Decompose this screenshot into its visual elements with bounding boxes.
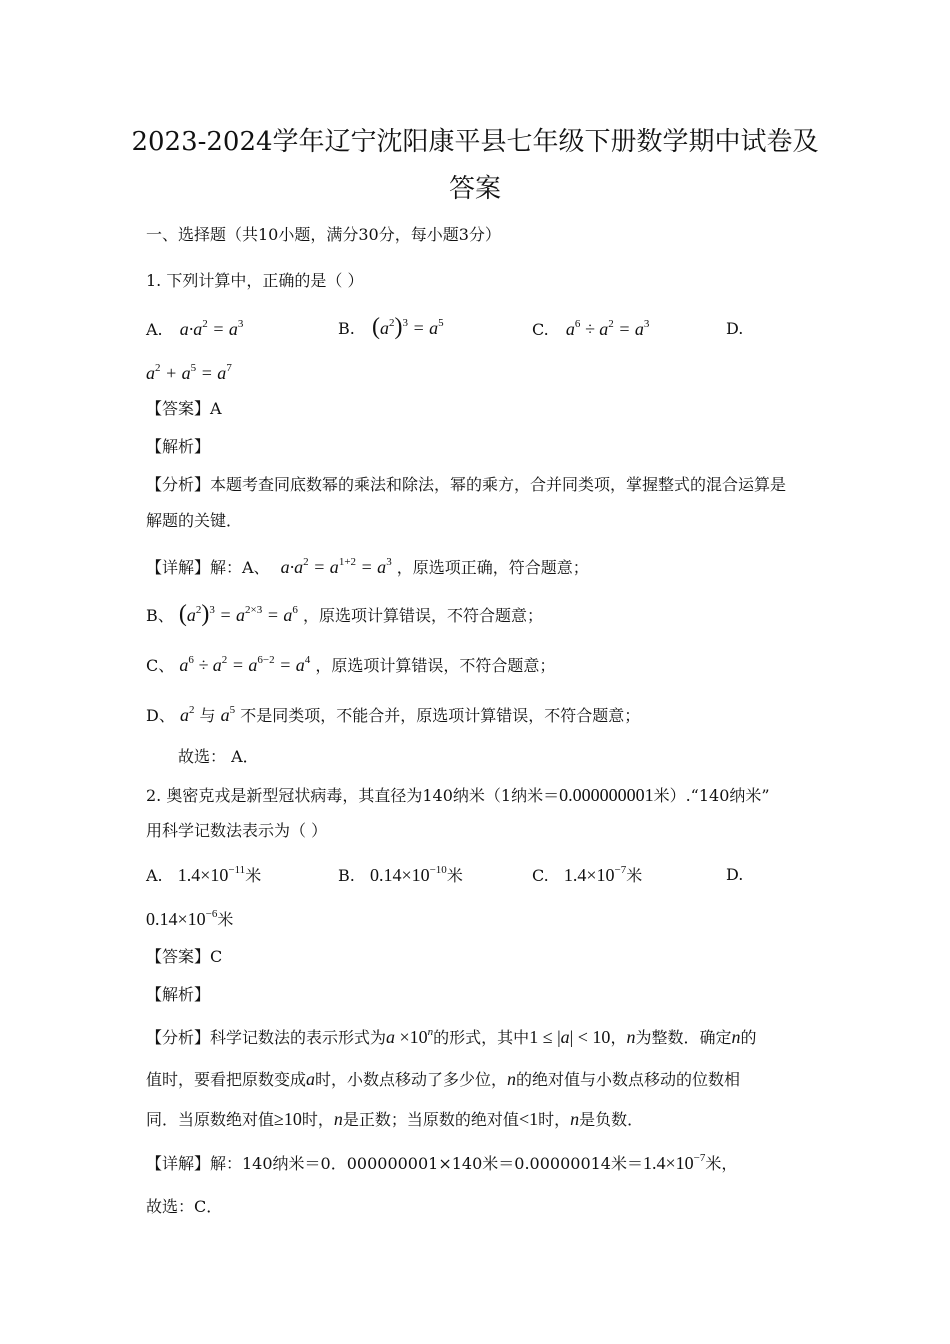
unit: 米 [446,866,463,885]
q1-option-d [146,362,232,385]
text: C、 [146,656,175,675]
text: 2. 奥密克戎是新型冠状病毒，其直径为140纳米（1纳米＝ [146,786,560,805]
formula: <1 [518,1109,539,1129]
text: B、 [146,606,174,625]
q2-answer: 【答案】C [146,947,223,966]
text: ，原选项计算错误，不符合题意； [302,606,543,625]
unit: 米 [626,866,643,885]
q1-choose: 故选： A． [178,747,259,766]
formula: ≥10 [274,1109,302,1129]
unit: 米 [217,910,234,929]
q2-option-c [532,864,642,887]
text: 【详解】解：A、 [146,558,270,577]
text: 米， [705,1154,738,1173]
var-a: a [306,1069,316,1089]
option-label: B. [338,866,355,885]
q1-option-c [532,318,649,341]
q1-xiangjie-b [146,603,543,627]
page-title-line1: 2023-2024学年辽宁沈阳康平县七年级下册数学期中试卷及 [131,127,819,157]
formula: $0.14\times 10^{-10}$ [369,864,447,885]
option-label: A. [146,866,163,885]
formula: a [386,1027,396,1047]
section-heading: 一、选择题（共10小题，满分30分，每小题3分） [146,225,501,244]
q2-option-a [146,864,261,887]
formula: $1.4\times 10^{-7}$ [643,1152,706,1173]
formula: $(a^2)^3 = a^{2\times 3} = a^6$ [178,601,298,627]
q2-fenxi-line1 [146,1026,756,1049]
var-n: n [570,1109,580,1129]
formula: 1 ≤ |a| < 10 [529,1027,611,1047]
q1-answer: 【答案】A [146,399,222,418]
text: 值时，要看把原数变成 [146,1070,307,1089]
q2-stem-line1 [146,784,770,807]
formula: $a^2 + a^5 = a^7$ [146,362,232,383]
q1-xiangjie-d [146,704,640,727]
var-n: n [333,1109,343,1129]
q2-jiexi: 【解析】 [146,985,211,1004]
option-label: A. [146,320,163,339]
text: 时， [538,1110,571,1129]
text: ，原选项计算错误，不符合题意； [315,656,556,675]
q2-option-d [146,908,233,931]
text: 是正数；当原数的绝对值 [342,1110,519,1129]
q1-option-d-label: D. [726,319,744,338]
text: 【分析】科学记数法的表示形式为 [146,1028,387,1047]
formula: $a\cdot a^2 = a^3$ [179,318,244,339]
formula: $a^6 \div a^2 = a^{6-2} = a^4$ [179,654,311,675]
text: ，原选项正确，符合题意； [396,558,589,577]
formula: $1.4\times 10^{-11}$ [177,864,246,885]
text: 时， [301,1110,334,1129]
q2-option-b [338,864,463,887]
var-n: n [626,1027,636,1047]
q2-fenxi-line2 [146,1068,740,1091]
q1-xiangjie-c [146,654,555,677]
text: 【详解】解：140纳米＝0．000000001×140米＝0.00000014米＝ [146,1154,643,1173]
text: 不是同类项，不能合并，原选项计算错误，不符合题意； [240,706,641,725]
formula: $a^6 \div a^2 = a^3$ [565,318,650,339]
unit: 米 [245,866,262,885]
text: ， [610,1028,627,1047]
formula: $(a^2)^3 = a^5$ [371,314,444,340]
q1-fenxi-line1: 【分析】本题考查同底数幂的乘法和除法，幂的乘方，合并同类项，掌握整式的混合运算是 [146,475,787,494]
q2-xiangjie [146,1152,737,1175]
q2-option-d-label: D. [726,865,744,884]
formula: $a^5$ [220,704,236,725]
formula: $\times 10^n$ [395,1026,434,1047]
formula: $0.14\times 10^{-6}$ [146,908,218,929]
text: 同．当原数绝对值 [146,1110,275,1129]
q1-stem: 1. 下列计算中，正确的是（ ） [146,271,364,290]
q1-option-b [338,316,444,340]
formula: $a^2$ [179,704,195,725]
text: 的 [740,1028,757,1047]
q2-stem-line2: 用科学记数法表示为（ ） [146,821,328,840]
number: 0.000000001 [559,785,654,805]
text: 与 [199,706,216,725]
option-label: B. [338,319,355,338]
var-n: n [507,1069,517,1089]
q1-xiangjie-a [146,556,589,579]
var-n: n [731,1027,741,1047]
text: 的形式，其中 [433,1028,530,1047]
text: D、 [146,706,175,725]
formula: $a\cdot a^2 = a^{1+2} = a^3$ [280,556,392,577]
q1-option-a [146,318,243,341]
text: 米）.“140纳米” [653,786,770,805]
text: 为整数．确定 [635,1028,732,1047]
formula: $1.4\times 10^{-7}$ [563,864,627,885]
option-label: C. [532,866,549,885]
q2-fenxi-line3 [146,1108,643,1131]
page-title-line2: 答案 [448,174,501,204]
q1-fenxi-line2: 解题的关键． [146,511,243,530]
q1-jiexi: 【解析】 [146,437,211,456]
text: 是负数． [579,1110,644,1129]
option-label: C. [532,320,549,339]
q2-choose: 故选：C． [146,1197,223,1216]
text: 的绝对值与小数点移动的位数相 [516,1070,741,1089]
text: 时，小数点移动了多少位， [315,1070,508,1089]
